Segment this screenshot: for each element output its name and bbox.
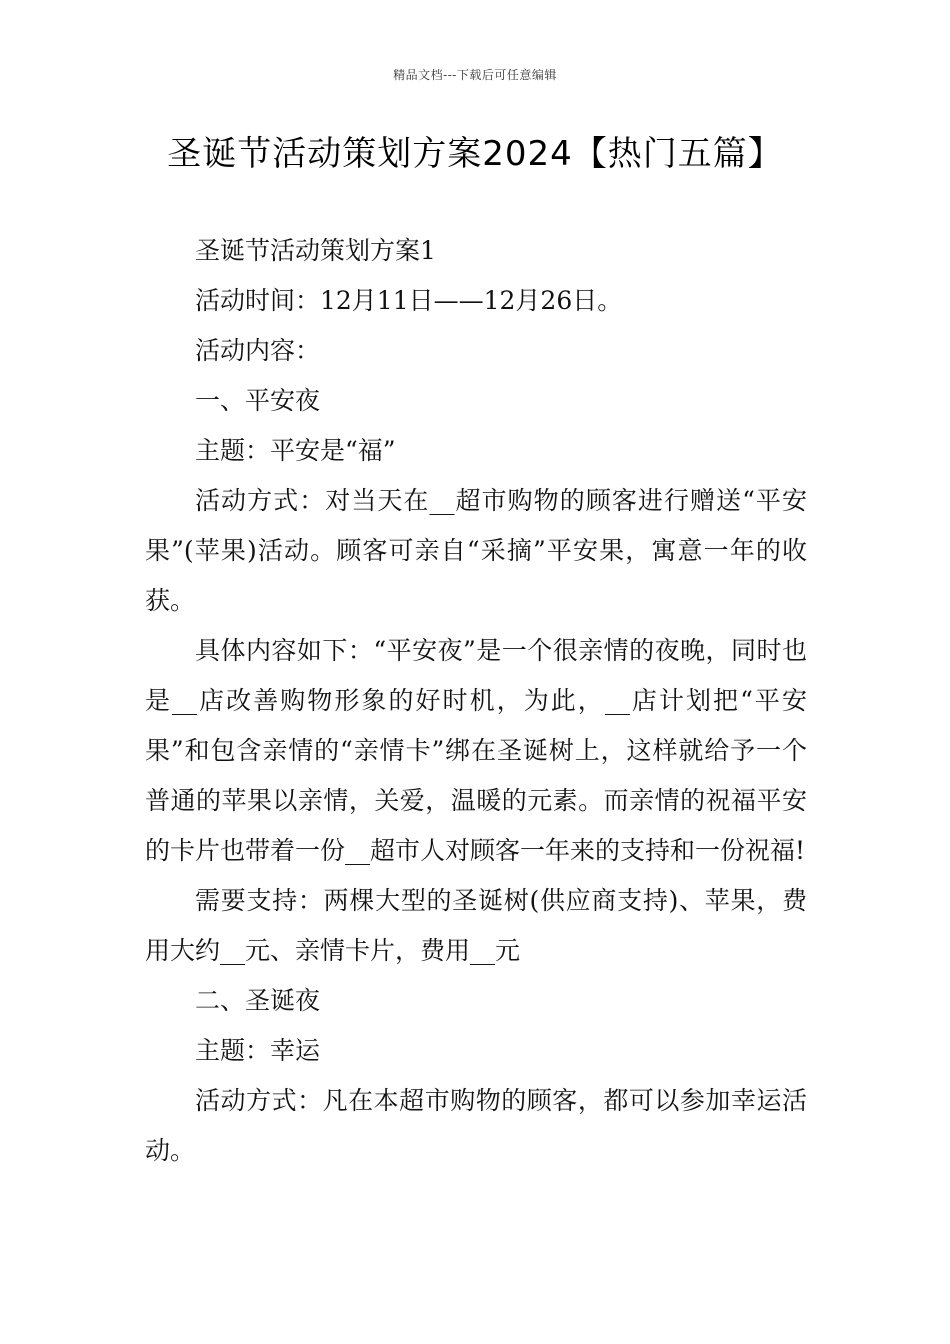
subsection-heading: 一、平安夜 [195,386,321,415]
body-paragraph: 具体内容如下：“平安夜”是一个很亲情的夜晚，同时也是__店改善购物形象的好时机，为此，__店计划把“平安果”和包含亲情的“亲情卡”绑在圣诞树上，这样就给予一个普通的苹果以亲情，关爱，温暖的元素。而亲情的祝福平安的卡片也带着一份__超市人对顾客一年来的支持和一份祝福! [145,636,807,865]
body-paragraph: 活动方式：凡在本超市购物的顾客，都可以参加幸运活动。 [145,1086,807,1165]
body-paragraph: 活动方式：对当天在__超市购物的顾客进行赠送“平安果”(苹果)活动。顾客可亲自“采摘”平安果，寓意一年的收获。 [145,486,807,615]
theme-line: 主题：平安是“福” [195,436,396,465]
body-paragraph: 需要支持：两棵大型的圣诞树(供应商支持)、苹果，费用大约__元、亲情卡片，费用__元 [145,886,807,965]
subsection-heading: 二、圣诞夜 [195,986,321,1015]
activity-time: 活动时间：12月11日——12月26日。 [195,286,623,315]
document-body [145,226,807,1176]
theme-line: 主题：幸运 [195,1036,321,1065]
document-title: 圣诞节活动策划方案2024【热门五篇】 [167,134,783,174]
activity-content-label: 活动内容： [195,336,321,365]
section-heading: 圣诞节活动策划方案1 [195,236,436,265]
page-header-note: 精品文档---下载后可任意编辑 [393,68,557,82]
